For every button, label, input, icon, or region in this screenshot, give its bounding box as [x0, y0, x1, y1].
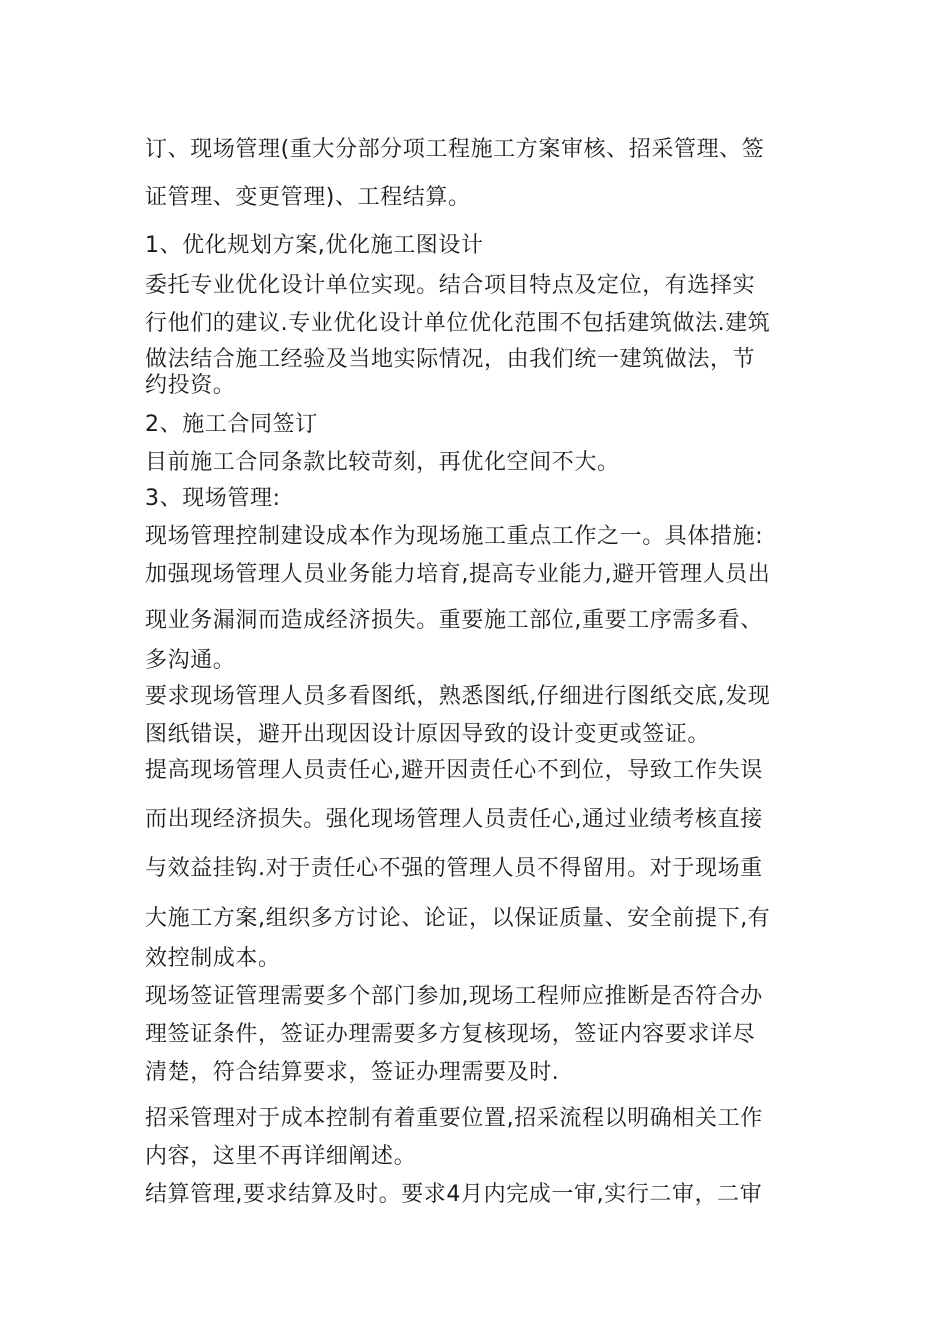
text-line: 理签证条件，签证办理需要多方复核现场，签证内容要求详尽 [145, 1022, 756, 1047]
text-line: 现场签证管理需要多个部门参加,现场工程师应推断是否符合办 [145, 984, 763, 1009]
text-line: 委托专业优化设计单位实现。结合项目特点及定位，有选择实 [145, 273, 756, 298]
text-line: 加强现场管理人员业务能力培育,提高专业能力,避开管理人员出 [145, 562, 771, 587]
text-line: 目前施工合同条款比较苛刻，再优化空间不大。 [145, 450, 620, 475]
text-line: 效控制成本。 [145, 946, 281, 971]
text-line: 证管理、变更管理)、工程结算。 [145, 185, 471, 210]
text-line: 提高现场管理人员责任心,避开因责任心不到位，导致工作失误 [145, 758, 763, 783]
text-line: 结算管理,要求结算及时。要求4月内完成一审,实行二审，二审 [145, 1182, 763, 1207]
text-line: 订、现场管理(重大分部分项工程施工方案审核、招采管理、签 [145, 137, 765, 162]
text-line: 招采管理对于成本控制有着重要位置,招采流程以明确相关工作 [145, 1106, 763, 1131]
text-line: 内容，这里不再详细阐述。 [145, 1144, 417, 1169]
text-line: 而出现经济损失。强化现场管理人员责任心,通过业绩考核直接 [145, 807, 763, 832]
section-heading: 3、现场管理: [145, 486, 281, 511]
text-line: 图纸错误，避开出现因设计原因导致的设计变更或签证。 [145, 722, 711, 747]
text-line: 现场管理控制建设成本作为现场施工重点工作之一。具体措施: [145, 524, 764, 549]
text-line: 现业务漏洞而造成经济损失。重要施工部位,重要工序需多看、 [145, 608, 763, 633]
text-line: 约投资。 [145, 373, 236, 398]
text-line: 大施工方案,组织多方讨论、论证，以保证质量、安全前提下,有 [145, 906, 771, 931]
text-line: 与效益挂钩.对于责任心不强的管理人员不得留用。对于现场重 [145, 856, 763, 881]
text-line: 做法结合施工经验及当地实际情况，由我们统一建筑做法，节 [145, 347, 756, 372]
text-line: 要求现场管理人员多看图纸，熟悉图纸,仔细进行图纸交底,发现 [145, 684, 771, 709]
text-line: 多沟通。 [145, 648, 236, 673]
section-heading: 2、施工合同签订 [145, 412, 318, 437]
text-line: 行他们的建议.专业优化设计单位优化范围不包括建筑做法.建筑 [145, 311, 771, 336]
text-line: 清楚，符合结算要求，签证办理需要及时. [145, 1060, 560, 1085]
section-heading: 1、优化规划方案,优化施工图设计 [145, 233, 484, 258]
